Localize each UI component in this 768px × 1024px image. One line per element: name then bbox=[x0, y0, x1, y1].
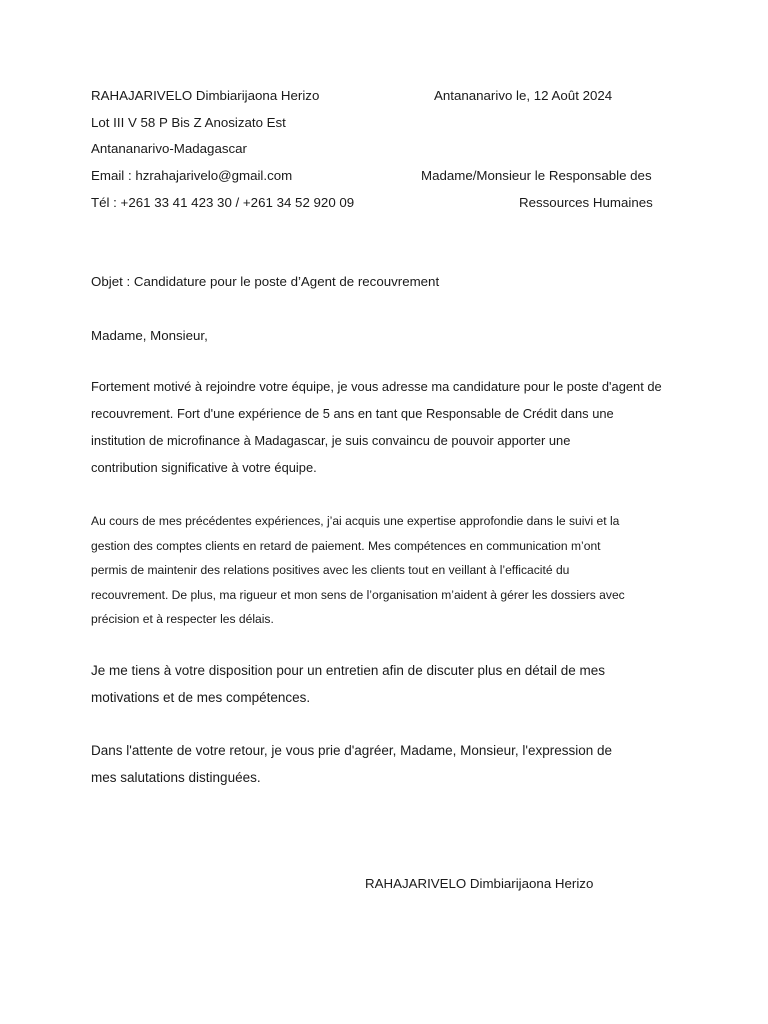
letter-subject: Objet : Candidature pour le poste d’Agent de recouvrement bbox=[91, 274, 440, 289]
recipient-line-1: Madame/Monsieur le Responsable des bbox=[421, 168, 652, 183]
paragraph-line: mes salutations distinguées. bbox=[91, 770, 261, 785]
sender-address: Lot III V 58 P Bis Z Anosizato Est bbox=[91, 115, 286, 130]
paragraph-line: précision et à respecter les délais. bbox=[91, 612, 274, 626]
paragraph-line: Je me tiens à votre disposition pour un entretien afin de discuter plus en détail de mes bbox=[91, 663, 606, 678]
body-paragraph-2 bbox=[91, 511, 681, 634]
sender-email: Email : hzrahajarivelo@gmail.com bbox=[91, 168, 293, 183]
body-paragraph-3 bbox=[91, 661, 681, 715]
place-date: Antananarivo le, 12 Août 2024 bbox=[434, 88, 613, 103]
recipient-line-2: Ressources Humaines bbox=[519, 195, 653, 210]
paragraph-line: permis de maintenir des relations positives avec les clients tout en veillant à l’efficacité du bbox=[91, 563, 570, 577]
paragraph-line: Dans l'attente de votre retour, je vous prie d'agréer, Madame, Monsieur, l'expression de bbox=[91, 743, 613, 758]
sender-city: Antananarivo-Madagascar bbox=[91, 141, 247, 156]
signature-name: RAHAJARIVELO Dimbiarijaona Herizo bbox=[365, 876, 594, 891]
paragraph-line: institution de microfinance à Madagascar, je suis convaincu de pouvoir apporter une bbox=[91, 433, 571, 448]
sender-phone: Tél : +261 33 41 423 30 / +261 34 52 920 09 bbox=[91, 195, 355, 210]
sender-name: RAHAJARIVELO Dimbiarijaona Herizo bbox=[91, 88, 320, 103]
letter-salutation: Madame, Monsieur, bbox=[91, 328, 208, 343]
paragraph-line: motivations et de mes compétences. bbox=[91, 690, 311, 705]
paragraph-line: contribution significative à votre équipe. bbox=[91, 460, 317, 475]
body-paragraph-4 bbox=[91, 741, 681, 795]
paragraph-line: gestion des comptes clients en retard de paiement. Mes compétences en communication m’ont bbox=[91, 538, 601, 553]
body-paragraph-1 bbox=[91, 377, 681, 485]
paragraph-line: Fortement motivé à rejoindre votre équipe, je vous adresse ma candidature pour le poste d'agent de bbox=[91, 379, 662, 394]
paragraph-line: recouvrement. Fort d'une expérience de 5 ans en tant que Responsable de Crédit dans une bbox=[91, 406, 614, 421]
paragraph-line: Au cours de mes précédentes expériences, j’ai acquis une expertise approfondie dans le suivi et la bbox=[91, 514, 620, 528]
paragraph-line: recouvrement. De plus, ma rigueur et mon sens de l’organisation m’aident à gérer les dossiers avec bbox=[91, 587, 625, 602]
